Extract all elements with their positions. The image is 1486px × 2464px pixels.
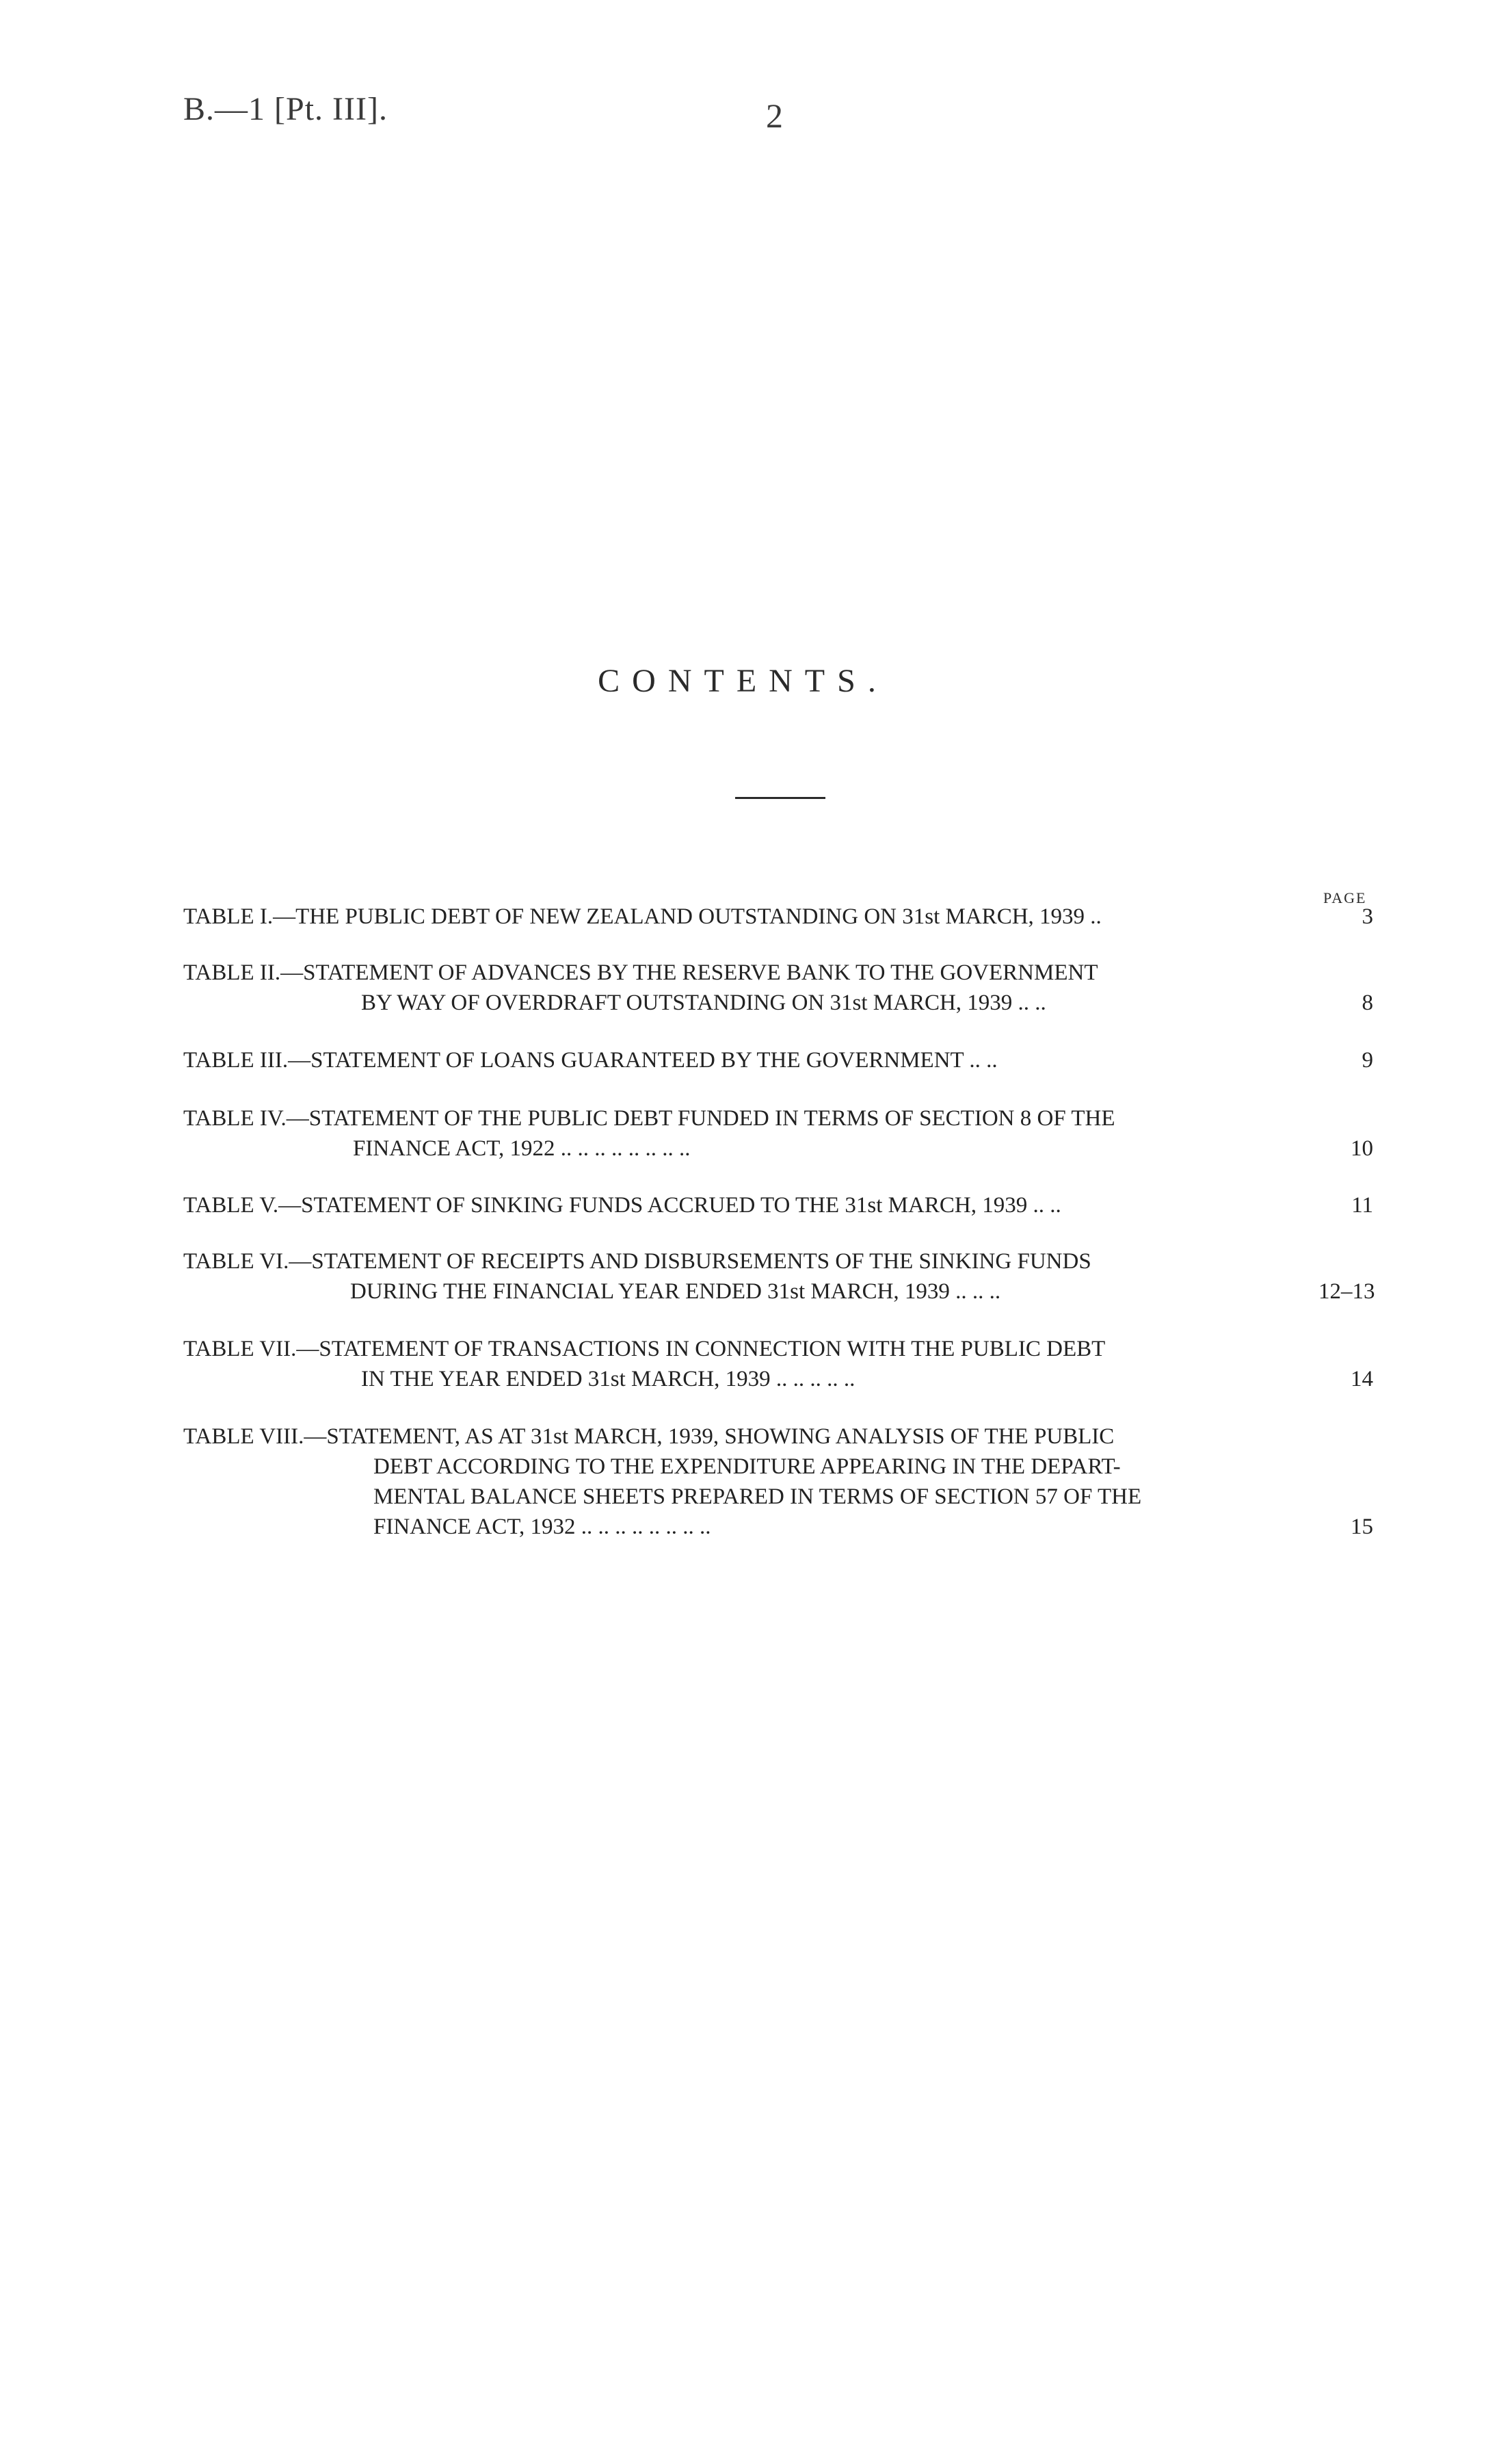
contents-entry-table-2: [183, 958, 1373, 1018]
contents-title: CONTENTS.: [598, 663, 888, 699]
page-number: 2: [766, 96, 783, 135]
entry-text: DEBT ACCORDING TO THE EXPENDITURE APPEARING IN THE DEPART-: [373, 1454, 1121, 1479]
entry-text: TABLE VIII.—STATEMENT, AS AT 31st MARCH, 1939, SHOWING ANALYSIS OF THE PUBLIC: [183, 1424, 1115, 1449]
entry-page: 12–13: [1318, 1279, 1375, 1304]
entry-text: BY WAY OF OVERDRAFT OUTSTANDING ON 31st MARCH, 1939 .. ..: [361, 991, 1046, 1015]
page-column-label: PAGE: [1323, 889, 1367, 906]
entry-page: 11: [1351, 1193, 1373, 1218]
entry-page: 9: [1362, 1048, 1373, 1073]
entry-page: 15: [1351, 1515, 1373, 1539]
document-reference: B.—1 [Pt. III].: [183, 91, 388, 127]
contents-entry-table-6: [183, 1246, 1373, 1307]
contents-entry-table-8: [183, 1421, 1373, 1542]
entry-text: FINANCE ACT, 1932 .. .. .. .. .. .. .. ..: [373, 1515, 711, 1539]
title-rule: [735, 797, 825, 799]
contents-entry-table-1: [183, 902, 1373, 932]
entry-page: 3: [1362, 904, 1373, 929]
entry-text: TABLE VI.—STATEMENT OF RECEIPTS AND DISBURSEMENTS OF THE SINKING FUNDS: [183, 1249, 1091, 1274]
entry-page: 10: [1351, 1136, 1373, 1161]
contents-entry-table-5: [183, 1190, 1373, 1220]
entry-text: IN THE YEAR ENDED 31st MARCH, 1939 .. .. .. .. ..: [361, 1367, 855, 1391]
entry-text: DURING THE FINANCIAL YEAR ENDED 31st MARCH, 1939 .. .. ..: [350, 1279, 1001, 1304]
entry-text: MENTAL BALANCE SHEETS PREPARED IN TERMS OF SECTION 57 OF THE: [373, 1484, 1142, 1509]
entry-text: TABLE VII.—STATEMENT OF TRANSACTIONS IN CONNECTION WITH THE PUBLIC DEBT: [183, 1337, 1106, 1361]
entry-text: TABLE IV.—STATEMENT OF THE PUBLIC DEBT FUNDED IN TERMS OF SECTION 8 OF THE: [183, 1106, 1115, 1131]
contents-entry-table-4: [183, 1103, 1373, 1164]
entry-text: TABLE V.—STATEMENT OF SINKING FUNDS ACCRUED TO THE 31st MARCH, 1939 .. ..: [183, 1193, 1061, 1218]
entry-text: TABLE I.—THE PUBLIC DEBT OF NEW ZEALAND OUTSTANDING ON 31st MARCH, 1939 ..: [183, 904, 1102, 929]
entry-text: FINANCE ACT, 1922 .. .. .. .. .. .. .. ..: [353, 1136, 691, 1161]
contents-entry-table-7: [183, 1334, 1373, 1394]
entry-page: 14: [1351, 1367, 1373, 1391]
entry-text: TABLE III.—STATEMENT OF LOANS GUARANTEED BY THE GOVERNMENT .. ..: [183, 1048, 998, 1073]
entry-text: TABLE II.—STATEMENT OF ADVANCES BY THE RESERVE BANK TO THE GOVERNMENT: [183, 960, 1098, 985]
contents-entry-table-3: [183, 1045, 1373, 1075]
entry-page: 8: [1362, 991, 1373, 1015]
